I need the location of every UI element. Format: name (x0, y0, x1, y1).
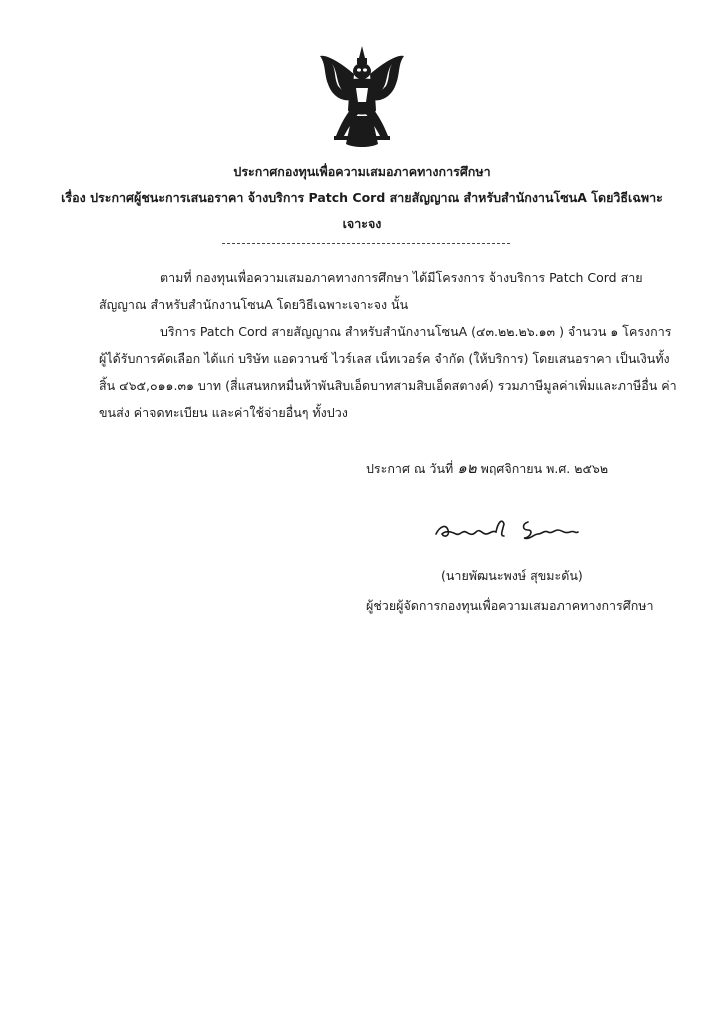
paragraph-2-line-3: สิ้น ๔๖๕,๐๑๑.๓๑ บาท (สี่แสนหกหมื่นห้าพันสิบเอ็ดบาทสามสิบเอ็ดสตางค์) รวมภาษีมูลค่าเพิ่มและภาษีอื่น ค่า (99, 378, 677, 393)
paragraph-2-line-1: บริการ Patch Cord สายสัญญาณ สำหรับสำนักงานโซนA (๔๓.๒๒.๒๖.๑๓ ) จำนวน ๑ โครงการ (160, 324, 672, 339)
date-day: ๑๒ (457, 459, 477, 477)
date-prefix: ประกาศ ณ วันที่ (366, 461, 454, 476)
handwritten-signature (430, 512, 580, 546)
title-divider (222, 243, 510, 244)
paragraph-2-line-4: ขนส่ง ค่าจดทะเบียน และค่าใช้จ่ายอื่นๆ ทั้งปวง (99, 405, 348, 420)
paragraph-2-line-2: ผู้ได้รับการคัดเลือก ได้แก่ บริษัท แอดวานซ์ ไวร์เลส เน็ทเวอร์ค จำกัด (ให้บริการ) โดยเสนอราคา เป็นเงินทั้ง (99, 351, 670, 366)
garuda-emblem-icon (316, 44, 408, 154)
signatory-name: (นายพัฒนะพงษ์ สุขมะดัน) (441, 568, 583, 583)
paragraph-1-line-1: ตามที่ กองทุนเพื่อความเสมอภาคทางการศึกษา ได้มีโครงการ จ้างบริการ Patch Cord สาย (160, 270, 643, 285)
signatory-position: ผู้ช่วยผู้จัดการกองทุนเพื่อความเสมอภาคทางการศึกษา (366, 598, 654, 613)
date-month-year: พฤศจิกายน พ.ศ. ๒๕๖๒ (480, 461, 609, 476)
subject-line: เรื่อง ประกาศผู้ชนะการเสนอราคา จ้างบริการ Patch Cord สายสัญญาณ สำหรับสำนักงานโซนA โดยวิธีเฉพาะ (61, 190, 663, 205)
paragraph-1-line-2: สัญญาณ สำหรับสำนักงานโซนA โดยวิธีเฉพาะเจาะจง นั้น (99, 297, 409, 312)
subject-line-continuation: เจาะจง (342, 216, 382, 231)
announcement-date (366, 456, 608, 480)
document-title: ประกาศกองทุนเพื่อความเสมอภาคทางการศึกษา (233, 164, 491, 179)
